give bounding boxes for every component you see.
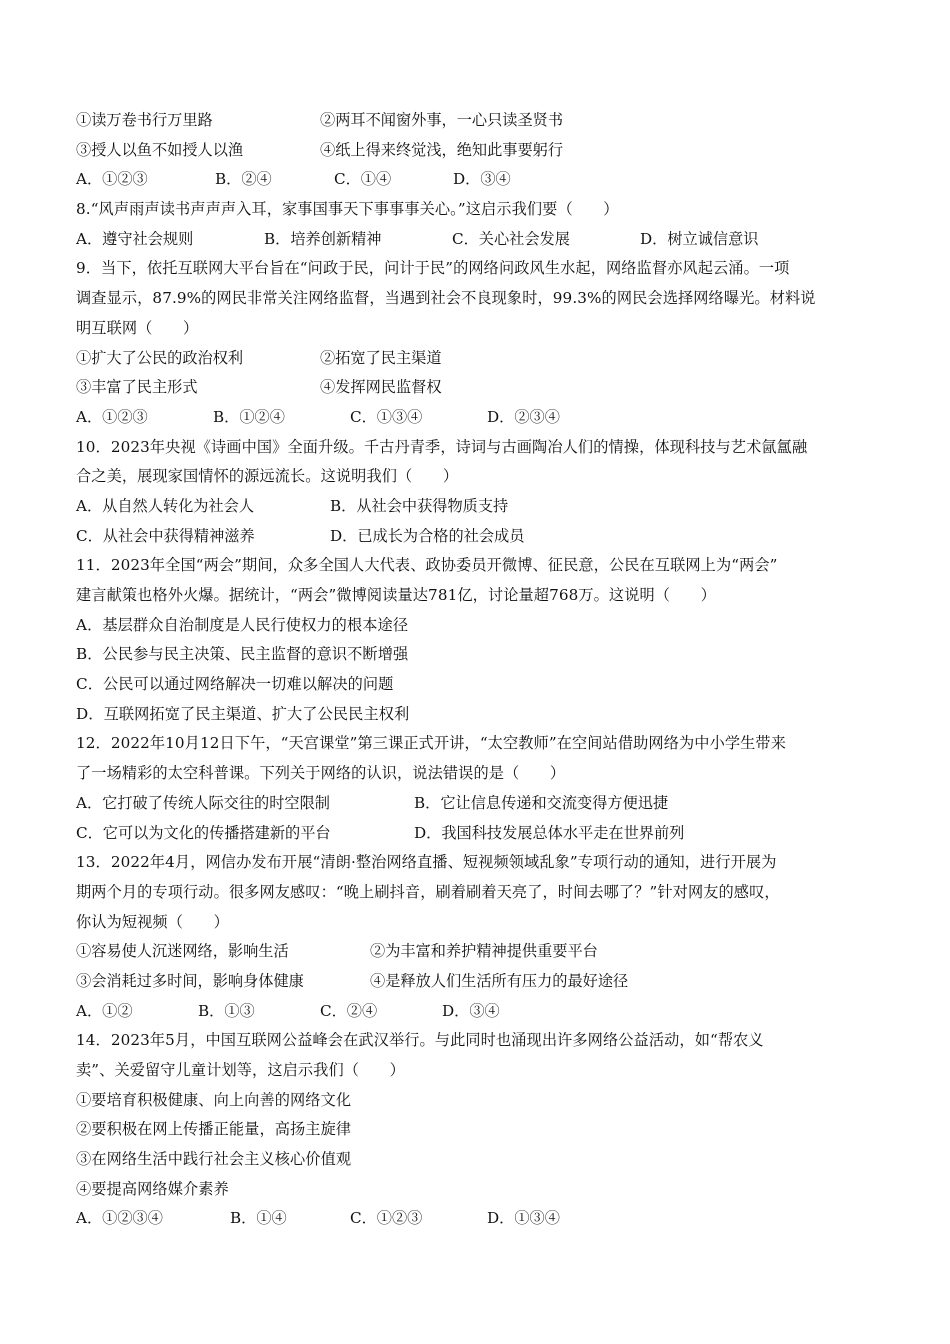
q11-stem-line-1: 11．2023年全国“两会”期间，众多全国人大代表、政协委员开微博、征民意，公民在互联网上为“两会” bbox=[76, 556, 778, 575]
q13-choice-b[interactable]: B．①③ bbox=[198, 1001, 255, 1020]
q11-choice-a[interactable]: A．基层群众自治制度是人民行使权力的根本途径 bbox=[76, 615, 409, 634]
q10-choice-a[interactable]: A．从自然人转化为社会人 bbox=[76, 496, 255, 515]
q11-choice-d[interactable]: D．互联网拓宽了民主渠道、扩大了公民民主权利 bbox=[76, 704, 410, 723]
q13-statement-4: ④是释放人们生活所有压力的最好途径 bbox=[370, 971, 629, 990]
q8-choice-d[interactable]: D．树立诚信意识 bbox=[640, 229, 759, 248]
q10-stem-line-1: 10．2023年央视《诗画中国》全面升级。千古丹青季，诗词与古画陶冶人们的情操，体现科技与艺术氤氲融 bbox=[76, 437, 808, 456]
q14-stem-line-1: 14．2023年5月，中国互联网公益峰会在武汉举行。与此同时也涌现出许多网络公益活动，如“帮农义 bbox=[76, 1031, 764, 1050]
q14-statement-2: ②要积极在网上传播正能量，高扬主旋律 bbox=[76, 1120, 352, 1139]
q7-choice-a[interactable]: A．①②③ bbox=[76, 170, 148, 189]
q10-stem-line-2: 合之美，展现家国情怀的源远流长。这说明我们（ ） bbox=[76, 467, 459, 486]
q7-statements-row-1 bbox=[76, 106, 876, 136]
q13-stem-line-2: 期两个月的专项行动。很多网友感叹：“晚上刷抖音，刷着刷着天亮了，时间去哪了？”针对网友的感叹， bbox=[76, 882, 780, 901]
q7-statement-3: ③授人以鱼不如授人以渔 bbox=[76, 140, 244, 159]
q9-stem-line-2: 调查显示，87.9%的网民非常关注网络监督，当遇到社会不良现象时，99.3%的网民会选择网络曝光。材料说 bbox=[76, 289, 816, 308]
q12-choices-row-2 bbox=[76, 819, 876, 849]
q7-choice-c[interactable]: C．①④ bbox=[334, 170, 392, 189]
q13-stem-line-1: 13．2022年4月，网信办发布开展“清朗·整治网络直播、短视频领域乱象”专项行动的通知，进行开展为 bbox=[76, 853, 777, 872]
q13-choice-d[interactable]: D．③④ bbox=[442, 1001, 500, 1020]
q12-choices-row-1 bbox=[76, 789, 876, 819]
q10-choice-c[interactable]: C．从社会中获得精神滋养 bbox=[76, 526, 255, 545]
q14-choice-a[interactable]: A．①②③④ bbox=[76, 1209, 163, 1228]
q9-statements-row-2 bbox=[76, 373, 876, 403]
q9-choice-d[interactable]: D．②③④ bbox=[487, 407, 560, 426]
q7-choices bbox=[76, 165, 876, 195]
q9-stem-line-1: 9．当下，依托互联网大平台旨在“问政于民，问计于民”的网络问政风生水起，网络监督亦风起云涌。一项 bbox=[76, 259, 790, 278]
q11-stem-line-2: 建言献策也格外火爆。据统计，“两会”微博阅读量达781亿，讨论量超768万。这说明（ ） bbox=[76, 586, 716, 604]
q14-choice-d[interactable]: D．①③④ bbox=[487, 1209, 560, 1228]
q9-statement-3: ③丰富了民主形式 bbox=[76, 378, 198, 397]
q10-choice-d[interactable]: D．已成长为合格的社会成员 bbox=[330, 526, 525, 545]
q14-statement-3: ③在网络生活中践行社会主义核心价值观 bbox=[76, 1150, 352, 1169]
q13-statements-row-2 bbox=[76, 967, 876, 997]
q8-choice-c[interactable]: C．关心社会发展 bbox=[452, 229, 570, 248]
q9-statement-2: ②拓宽了民主渠道 bbox=[320, 348, 442, 367]
q7-statement-1: ①读万卷书行万里路 bbox=[76, 111, 213, 129]
q10-choices-row-2 bbox=[76, 522, 876, 552]
q9-statements-row-1 bbox=[76, 344, 876, 374]
q12-stem-line-1: 12．2022年10月12日下午，“天宫课堂”第三课正式开讲，“太空教师”在空间站借助网络为中小学生带来 bbox=[76, 734, 787, 753]
q9-choice-a[interactable]: A．①②③ bbox=[76, 407, 148, 426]
q13-stem-line-3: 你认为短视频（ ） bbox=[76, 912, 229, 931]
q10-choice-b[interactable]: B．从社会中获得物质支持 bbox=[330, 496, 509, 515]
q8-choices bbox=[76, 225, 876, 255]
q13-choices bbox=[76, 997, 876, 1027]
q13-statement-2: ②为丰富和养护精神提供重要平台 bbox=[370, 942, 598, 961]
q13-statement-3: ③会消耗过多时间，影响身体健康 bbox=[76, 971, 304, 990]
q14-statement-1: ①要培育积极健康、向上向善的网络文化 bbox=[76, 1090, 352, 1109]
q13-choice-c[interactable]: C．②④ bbox=[320, 1001, 378, 1020]
q9-choice-b[interactable]: B．①②④ bbox=[213, 407, 285, 426]
exam-page bbox=[76, 106, 876, 1234]
q7-choice-b[interactable]: B．②④ bbox=[215, 170, 272, 189]
q14-choice-b[interactable]: B．①④ bbox=[230, 1209, 287, 1228]
q10-choices-row-1 bbox=[76, 492, 876, 522]
q13-choice-a[interactable]: A．①② bbox=[76, 1001, 133, 1020]
q9-choice-c[interactable]: C．①③④ bbox=[350, 407, 423, 426]
q9-statement-4: ④发挥网民监督权 bbox=[320, 378, 442, 397]
q14-stem-line-2: 卖”、关爱留守儿童计划等，这启示我们（ ） bbox=[76, 1061, 405, 1079]
q11-choice-b[interactable]: B．公民参与民主决策、民主监督的意识不断增强 bbox=[76, 645, 409, 664]
q12-choice-b[interactable]: B．它让信息传递和交流变得方便迅捷 bbox=[414, 793, 669, 812]
q13-statements-row-1 bbox=[76, 937, 876, 967]
q8-stem: 8.“风声雨声读书声声声入耳，家事国事天下事事事关心。”这启示我们要（ ） bbox=[76, 200, 619, 219]
q12-choice-d[interactable]: D．我国科技发展总体水平走在世界前列 bbox=[414, 823, 685, 842]
q8-choice-b[interactable]: B．培养创新精神 bbox=[264, 229, 382, 248]
q9-statement-1: ①扩大了公民的政治权利 bbox=[76, 348, 244, 367]
q7-statement-2: ②两耳不闻窗外事，一心只读圣贤书 bbox=[320, 111, 563, 129]
q12-choice-c[interactable]: C．它可以为文化的传播搭建新的平台 bbox=[76, 823, 331, 842]
q12-choice-a[interactable]: A．它打破了传统人际交往的时空限制 bbox=[76, 793, 330, 812]
q14-choice-c[interactable]: C．①②③ bbox=[350, 1209, 423, 1228]
q7-statement-4: ④纸上得来终觉浅，绝知此事要躬行 bbox=[320, 140, 563, 159]
q7-statements-row-2 bbox=[76, 136, 876, 166]
q11-choice-c[interactable]: C．公民可以通过网络解决一切难以解决的问题 bbox=[76, 675, 394, 694]
q8-choice-a[interactable]: A．遵守社会规则 bbox=[76, 229, 194, 248]
q12-stem-line-2: 了一场精彩的太空科普课。下列关于网络的认识，说法错误的是（ ） bbox=[76, 764, 566, 783]
q9-stem-line-3: 明互联网（ ） bbox=[76, 318, 199, 337]
q9-choices bbox=[76, 403, 876, 433]
q13-statement-1: ①容易使人沉迷网络，影响生活 bbox=[76, 942, 289, 961]
q14-choices bbox=[76, 1204, 876, 1234]
q14-statement-4: ④要提高网络媒介素养 bbox=[76, 1179, 229, 1198]
q7-choice-d[interactable]: D．③④ bbox=[453, 170, 511, 189]
